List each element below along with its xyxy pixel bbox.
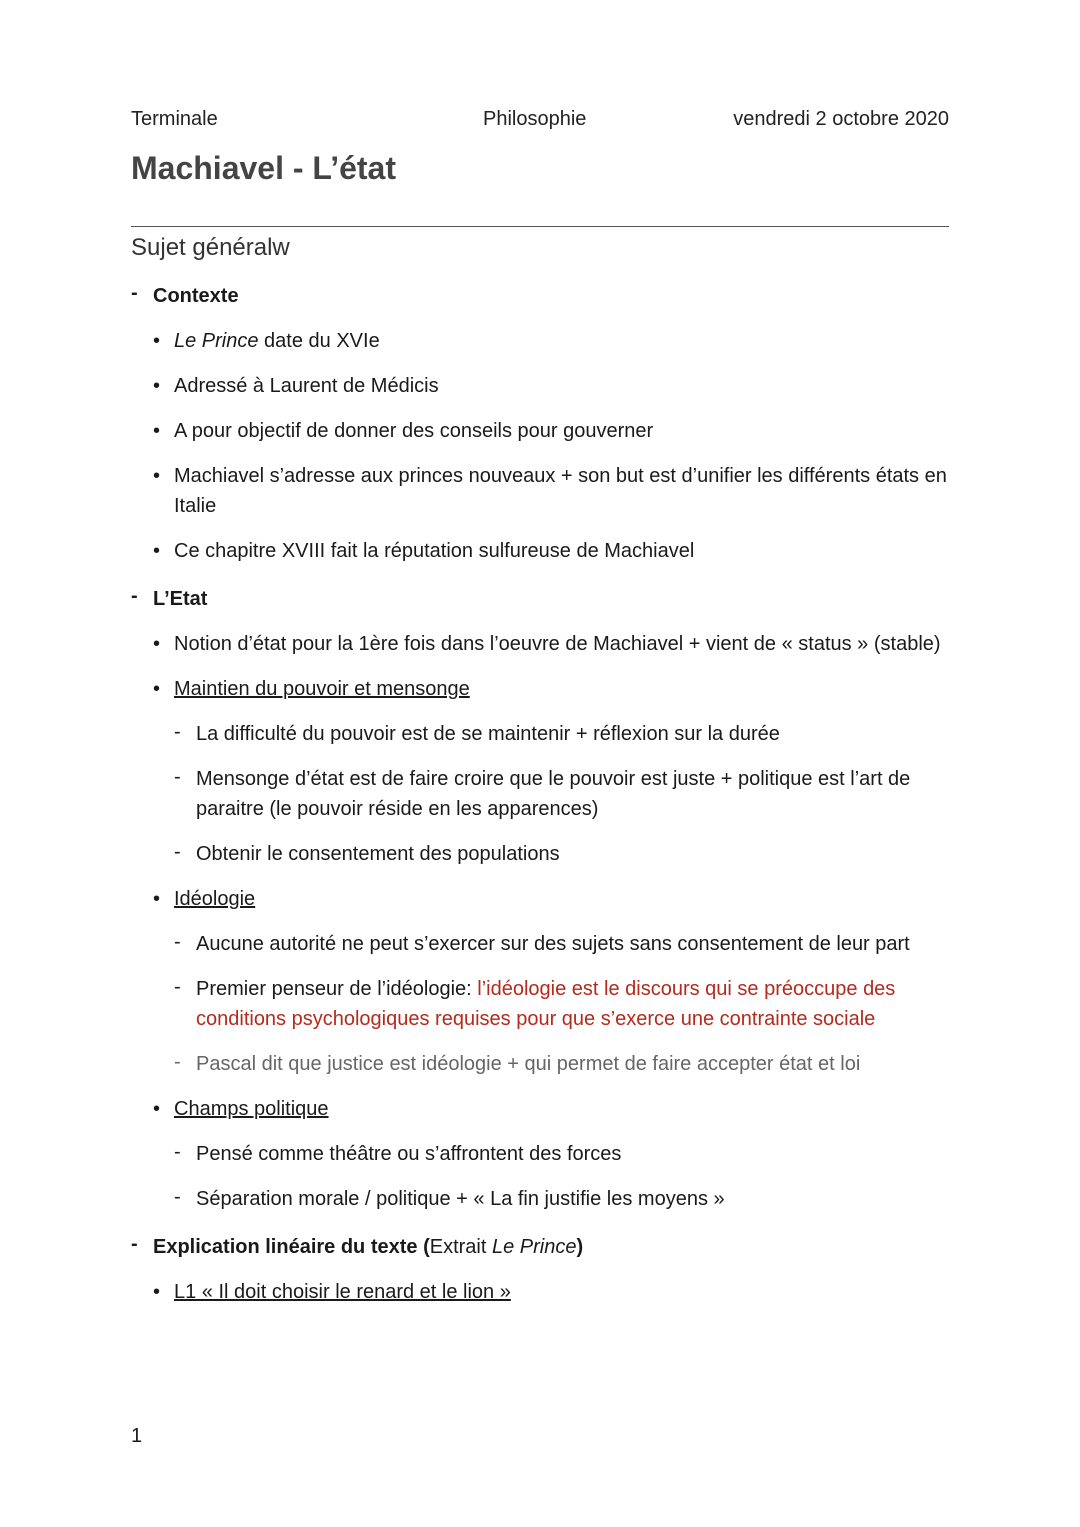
header-date: vendredi 2 octobre 2020: [733, 108, 949, 130]
item-text: Notion d’état pour la 1ère fois dans l’oeuvre de Machiavel + vient de « status » (stable): [174, 633, 941, 655]
bullet-marker: •: [153, 1098, 161, 1120]
dash-marker: -: [131, 282, 138, 304]
item-text: Mensonge d’état est de faire croire que le pouvoir est juste + politique est l’art de paraitre (le pouvoir réside en les apparences): [196, 768, 911, 820]
dash-marker: -: [174, 766, 181, 788]
highlighted-definition: l’idéologie est le discours qui se préoccupe des conditions psychologiques requises pour que s’exerce une contrainte sociale: [196, 978, 896, 1030]
section-etat: [131, 584, 949, 614]
bullet-marker: •: [153, 888, 161, 910]
header-subject: Philosophie: [483, 108, 587, 130]
dash-marker: -: [174, 976, 181, 998]
page-title: Machiavel - L’état: [131, 150, 396, 186]
section-heading: L’Etat: [153, 588, 208, 610]
item-text: A pour objectif de donner des conseils pour gouverner: [174, 420, 654, 442]
dash-marker: -: [174, 931, 181, 953]
item-text: Adressé à Laurent de Médicis: [174, 375, 439, 397]
dash-marker: -: [174, 1186, 181, 1208]
item-text: Obtenir le consentement des populations: [196, 843, 560, 865]
section-heading: Explication linéaire du texte: [153, 1236, 418, 1258]
extrait-label: Extrait: [429, 1236, 492, 1258]
list-item: [131, 371, 949, 401]
divider: [131, 226, 949, 227]
sub-item: [131, 719, 949, 749]
sub-item: [131, 1049, 949, 1079]
bullet-marker: •: [153, 330, 161, 352]
section-explication: [131, 1232, 949, 1262]
subheading: Champs politique: [174, 1098, 329, 1120]
page-number: 1: [131, 1425, 143, 1447]
bullet-marker: •: [153, 465, 161, 487]
list-item: [131, 884, 949, 914]
list-item: [131, 1277, 949, 1307]
bullet-marker: •: [153, 420, 161, 442]
list-item: [131, 1094, 949, 1124]
subheading: Idéologie: [174, 888, 256, 910]
sub-item: [131, 1139, 949, 1169]
bullet-marker: •: [153, 375, 161, 397]
item-text: Aucune autorité ne peut s’exercer sur des sujets sans consentement de leur part: [196, 933, 910, 955]
italic-title: Le Prince: [174, 330, 259, 352]
bullet-marker: •: [153, 540, 161, 562]
list-item: [131, 326, 949, 356]
list-item: [131, 536, 949, 566]
sub-item: [131, 839, 949, 869]
dash-marker: -: [174, 1141, 181, 1163]
dash-marker: -: [131, 1233, 138, 1255]
page-header: [131, 108, 949, 136]
bullet-marker: •: [153, 633, 161, 655]
sub-item: [131, 1184, 949, 1214]
dash-marker: -: [131, 585, 138, 607]
section-heading: Contexte: [153, 285, 239, 307]
sub-item: [131, 974, 949, 1034]
item-text: Premier penseur de l’idéologie:: [196, 978, 478, 1000]
sub-item: [131, 929, 949, 959]
item-text: Pensé comme théâtre ou s’affrontent des forces: [196, 1143, 622, 1165]
bullet-marker: •: [153, 1281, 161, 1303]
paren: ): [576, 1236, 584, 1258]
section-title: Sujet généralw: [131, 234, 290, 261]
dash-marker: -: [174, 841, 181, 863]
item-text: date du XVIe: [258, 330, 380, 352]
subheading: L1 « Il doit choisir le renard et le lion »: [174, 1281, 511, 1303]
dash-marker: -: [174, 1051, 181, 1073]
item-text: La difficulté du pouvoir est de se maintenir + réflexion sur la durée: [196, 723, 780, 745]
item-text: Séparation morale / politique + « La fin justifie les moyens »: [196, 1188, 725, 1210]
item-text: Pascal dit que justice est idéologie + qui permet de faire accepter état et loi: [196, 1053, 861, 1075]
item-text: Ce chapitre XVIII fait la réputation sulfureuse de Machiavel: [174, 540, 695, 562]
section-contexte: [131, 281, 949, 311]
list-item: [131, 674, 949, 704]
header-class: Terminale: [131, 108, 218, 130]
paren: (: [417, 1236, 430, 1258]
subheading: Maintien du pouvoir et mensonge: [174, 678, 470, 700]
bullet-marker: •: [153, 678, 161, 700]
item-text: Machiavel s’adresse aux princes nouveaux + son but est d’unifier les différents états en Italie: [174, 465, 947, 517]
document-page: [131, 108, 949, 1307]
italic-title: Le Prince: [492, 1236, 577, 1258]
sub-item: [131, 764, 949, 824]
list-item: [131, 629, 949, 659]
list-item: [131, 461, 949, 521]
list-item: [131, 416, 949, 446]
dash-marker: -: [174, 721, 181, 743]
